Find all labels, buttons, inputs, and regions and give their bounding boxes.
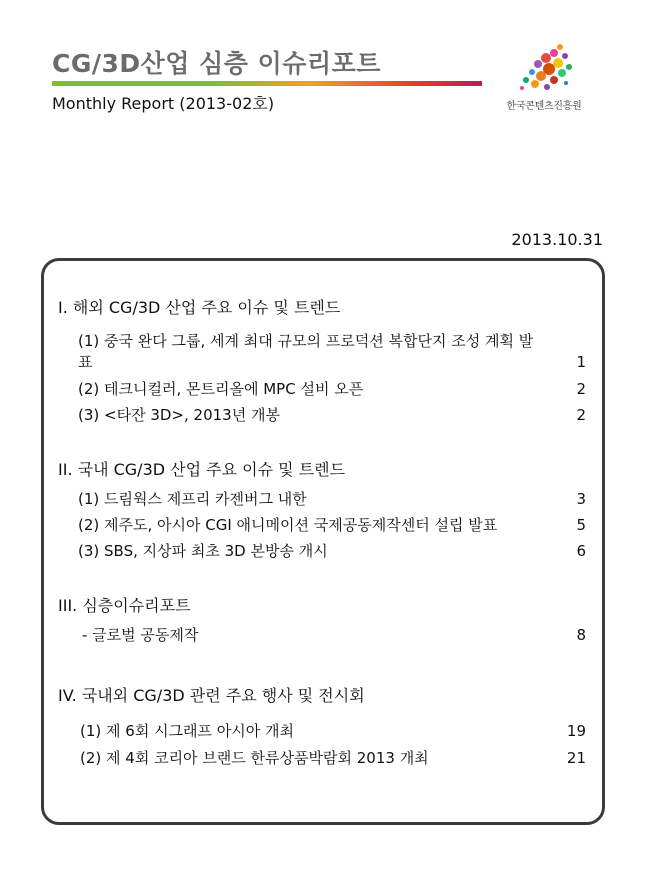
toc-section-2: II. 국내 CG/3D 산업 주요 이슈 및 트렌드 [58,460,346,479]
toc-entry-page: 2 [576,406,586,424]
toc-entry[interactable] [80,748,586,769]
toc-entry[interactable] [78,331,586,373]
logo-label: 한국콘텐츠진흥원 [506,101,582,112]
toc-entry-page: 19 [566,722,586,740]
toc-section-1: I. 해외 CG/3D 산업 주요 이슈 및 트렌드 [58,298,341,317]
toc-entry-text: (3) SBS, 지상파 최초 3D 본방송 개시 [78,542,328,560]
toc-entry-text: (3) <타잔 3D>, 2013년 개봉 [78,406,280,424]
logo-dots-icon [514,40,574,96]
toc-section-4: IV. 국내외 CG/3D 관련 주요 행사 및 전시회 [58,686,365,705]
toc-entry-text: (1) 드림웍스 제프리 카젠버그 내한 [78,490,307,508]
toc-section-3: III. 심층이슈리포트 [58,596,191,615]
toc-entry[interactable] [78,379,586,400]
toc-entry-text: (2) 제주도, 아시아 CGI 애니메이션 국제공동제작센터 설립 발표 [78,516,498,534]
title-gradient-rule [52,81,482,86]
report-title: CG/3D산업 심층 이슈리포트 [52,49,381,78]
toc-entry[interactable] [80,721,586,742]
report-subtitle: Monthly Report (2013-02호) [52,94,275,113]
toc-entry-page: 8 [576,626,586,644]
toc-entry-page: 1 [576,353,586,371]
toc-entry-page: 5 [576,516,586,534]
toc-entry-text: (2) 테크니컬러, 몬트리올에 MPC 설비 오픈 [78,380,364,398]
toc-entry-page: 6 [576,542,586,560]
toc-entry-page: 2 [576,380,586,398]
report-date: 2013.10.31 [511,230,603,249]
toc-entry[interactable] [78,489,586,510]
toc-entry-page: 3 [576,490,586,508]
toc-entry[interactable] [78,405,586,426]
kocca-logo [498,40,590,118]
toc-entry-page: 21 [566,749,586,767]
toc-entry-text: (1) 중국 완다 그룹, 세계 최대 규모의 프로덕션 복합단지 조성 계획 발표 [78,332,534,371]
table-of-contents [41,258,605,825]
toc-entry-text: (2) 제 4회 코리아 브랜드 한류상품박람회 2013 개최 [80,749,429,767]
toc-entry-text: (1) 제 6회 시그래프 아시아 개최 [80,722,295,740]
toc-entry[interactable] [78,541,586,562]
toc-entry-text: - 글로벌 공동제작 [82,626,199,644]
toc-entry[interactable] [82,625,586,646]
toc-entry[interactable] [78,515,586,536]
